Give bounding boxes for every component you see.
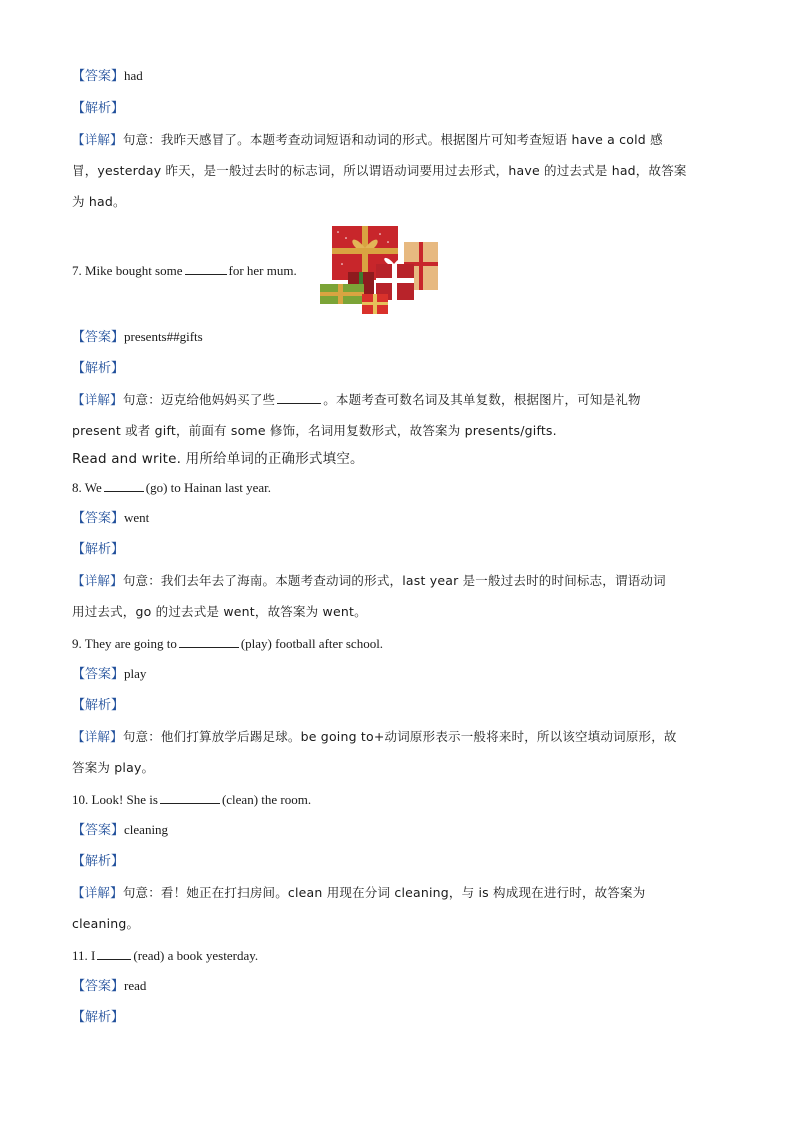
question-text: (read) a book yesterday. xyxy=(133,948,259,963)
answer-blank xyxy=(160,791,220,804)
answer-line-8 xyxy=(72,510,722,526)
question-10 xyxy=(72,791,722,808)
analysis-label: 【解析】 xyxy=(72,1009,125,1024)
answer-text: read xyxy=(124,978,147,993)
question-text: 7. Mike bought some xyxy=(72,263,183,278)
detail-label: 【详解】 xyxy=(72,392,123,407)
detail-line-9b xyxy=(72,760,722,776)
detail-line-10b xyxy=(72,916,722,932)
analysis-line-9 xyxy=(72,697,722,713)
section-heading xyxy=(72,451,722,467)
question-text: 11. I xyxy=(72,948,96,963)
answer-blank xyxy=(97,947,131,960)
answer-text: had xyxy=(124,68,143,83)
question-text: 10. Look! She is xyxy=(72,792,158,807)
analysis-label: 【解析】 xyxy=(72,360,125,375)
answer-label: 【答案】 xyxy=(72,510,125,525)
question-text: 9. They are going to xyxy=(72,636,177,651)
answer-blank xyxy=(277,391,321,404)
detail-label: 【详解】 xyxy=(72,132,123,147)
answer-label: 【答案】 xyxy=(72,978,125,993)
answer-label: 【答案】 xyxy=(72,822,125,837)
detail-text: 答案为 play。 xyxy=(72,760,155,775)
answer-label: 【答案】 xyxy=(72,68,125,83)
analysis-line-8 xyxy=(72,541,722,557)
detail-line-10a xyxy=(72,885,722,901)
question-11 xyxy=(72,947,722,964)
detail-line-9a xyxy=(72,729,722,745)
answer-blank xyxy=(104,479,144,492)
analysis-label: 【解析】 xyxy=(72,697,125,712)
gift-box-small xyxy=(362,294,388,314)
detail-text: 冒，yesterday 昨天，是一般过去时的标志词，所以谓语动词要用过去形式，have 的过去式是 had，故答案 xyxy=(72,163,687,178)
question-text: for her mum. xyxy=(228,263,297,278)
answer-line-11 xyxy=(72,978,722,994)
analysis-line-7 xyxy=(72,360,722,376)
question-8 xyxy=(72,479,722,496)
answer-label: 【答案】 xyxy=(72,329,125,344)
detail-text: present 或者 gift，前面有 some 修饰，名词用复数形式，故答案为 presents/gifts. xyxy=(72,423,557,438)
analysis-label: 【解析】 xyxy=(72,853,125,868)
detail-line-6b xyxy=(72,163,722,179)
detail-line-6c xyxy=(72,194,722,210)
answer-text: presents##gifts xyxy=(124,329,203,344)
analysis-line-11 xyxy=(72,1009,722,1025)
detail-label: 【详解】 xyxy=(72,573,123,588)
detail-text: 句意：他们打算放学后踢足球。be going to+动词原形表示一般将来时，所以该空填动词原形，故 xyxy=(122,729,677,744)
answer-blank xyxy=(179,635,239,648)
detail-text: 句意：我们去年去了海南。本题考查动词的形式，last year 是一般过去时的时间标志，谓语动词 xyxy=(122,573,666,588)
detail-text: 句意：我昨天感冒了。本题考查动词短语和动词的形式。根据图片可知考查短语 have a cold 感 xyxy=(122,132,663,147)
question-text: (play) football after school. xyxy=(240,636,384,651)
answer-line-10 xyxy=(72,822,722,838)
detail-label: 【详解】 xyxy=(72,729,123,744)
answer-blank xyxy=(185,262,227,275)
answer-line-7 xyxy=(72,329,722,345)
answer-label: 【答案】 xyxy=(72,666,125,681)
question-text: (clean) the room. xyxy=(221,792,312,807)
answer-line-6 xyxy=(72,68,722,84)
detail-text: 句意：迈克给他妈妈买了些 xyxy=(122,392,276,407)
detail-line-7a xyxy=(72,391,722,408)
detail-line-6a xyxy=(72,132,722,148)
answer-line-9 xyxy=(72,666,722,682)
detail-text: 用过去式，go 的过去式是 went，故答案为 went。 xyxy=(72,604,367,619)
detail-text: 为 had。 xyxy=(72,194,126,209)
detail-label: 【详解】 xyxy=(72,885,123,900)
detail-text: cleaning。 xyxy=(72,916,140,931)
detail-text: 。本题考查可数名词及其单复数，根据图片，可知是礼物 xyxy=(323,392,641,407)
answer-text: went xyxy=(124,510,150,525)
question-text: 8. We xyxy=(72,480,102,495)
question-text: (go) to Hainan last year. xyxy=(145,480,272,495)
section-instruction: Read and write. 用所给单词的正确形式填空。 xyxy=(72,451,364,467)
detail-text: 句意：看！她正在打扫房间。clean 用现在分词 cleaning，与 is 构成现在进行时，故答案为 xyxy=(122,885,646,900)
detail-line-7b xyxy=(72,423,722,439)
gift-boxes-image xyxy=(318,224,442,316)
detail-line-8b xyxy=(72,604,722,620)
answer-text: cleaning xyxy=(124,822,169,837)
analysis-label: 【解析】 xyxy=(72,541,125,556)
gift-box-white xyxy=(376,258,414,300)
answer-text: play xyxy=(124,666,147,681)
gift-box-green xyxy=(320,284,364,304)
question-9 xyxy=(72,635,722,652)
analysis-line-6 xyxy=(72,100,722,116)
analysis-line-10 xyxy=(72,853,722,869)
analysis-label: 【解析】 xyxy=(72,100,125,115)
detail-line-8a xyxy=(72,573,722,589)
